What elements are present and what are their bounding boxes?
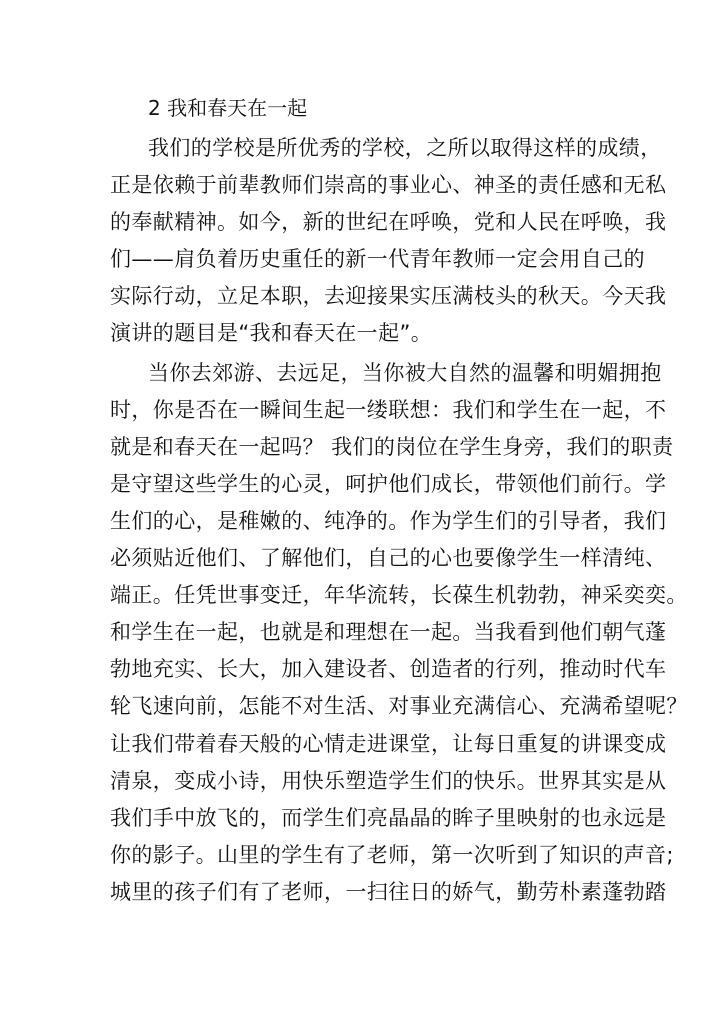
paragraph-line: 让我们带着春天般的心情走进课堂，让每日重复的讲课变成 bbox=[110, 732, 667, 756]
paragraph-line: 演讲的题目是“我和春天在一起”。 bbox=[110, 321, 433, 345]
paragraph-line: 时，你是否在一瞬间生起一缕联想：我们和学生在一起，不 bbox=[110, 398, 667, 422]
paragraph-line: 我们手中放飞的，而学生们亮晶晶的眸子里映射的也永远是 bbox=[110, 806, 667, 830]
paragraph-line: 城里的孩子们有了老师，一扫往日的娇气，勤劳朴素蓬勃踏 bbox=[110, 880, 667, 904]
paragraph-line: 端正。任凭世事变迁，年华流转，长葆生机勃勃，神采奕奕。 bbox=[110, 583, 688, 607]
paragraph-line: 轮飞速向前，怎能不对生活、对事业充满信心、充满希望呢？ bbox=[110, 694, 688, 718]
paragraph-line: 的奉献精神。如今，新的世纪在呼唤，党和人民在呼唤，我 bbox=[110, 210, 667, 234]
paragraph-line: 清泉，变成小诗，用快乐塑造学生们的快乐。世界其实是从 bbox=[110, 769, 667, 793]
paragraph-line: 是守望这些学生的心灵，呵护他们成长，带领他们前行。学 bbox=[110, 472, 667, 496]
paragraph-line: 勃地充实、长大，加入建设者、创造者的行列，推动时代车 bbox=[110, 657, 667, 681]
paragraph-line: 和学生在一起，也就是和理想在一起。当我看到他们朝气蓬 bbox=[110, 620, 667, 644]
paragraph-line: 实际行动，立足本职，去迎接果实压满枝头的秋天。今天我 bbox=[110, 284, 667, 308]
paragraph-line: 们——肩负着历史重任的新一代青年教师一定会用自己的 bbox=[110, 247, 645, 271]
paragraph-line: 生们的心，是稚嫩的、纯净的。作为学生们的引导者，我们 bbox=[110, 509, 667, 533]
paragraph-line: 必须贴近他们、了解他们，自己的心也要像学生一样清纯、 bbox=[110, 546, 667, 570]
paragraph-line: 你的影子。山里的学生有了老师，第一次听到了知识的声音; bbox=[110, 843, 674, 867]
section-heading: 2 我和春天在一起 bbox=[148, 96, 308, 120]
paragraph-line: 我们的学校是所优秀的学校，之所以取得这样的成绩， bbox=[148, 136, 662, 160]
paragraph-line: 当你去郊游、去远足，当你被大自然的温馨和明媚拥抱 bbox=[148, 361, 662, 385]
paragraph-line: 就是和春天在一起吗？ 我们的岗位在学生身旁，我们的职责 bbox=[110, 435, 674, 459]
paragraph-line: 正是依赖于前辈教师们崇高的事业心、神圣的责任感和无私 bbox=[110, 173, 667, 197]
